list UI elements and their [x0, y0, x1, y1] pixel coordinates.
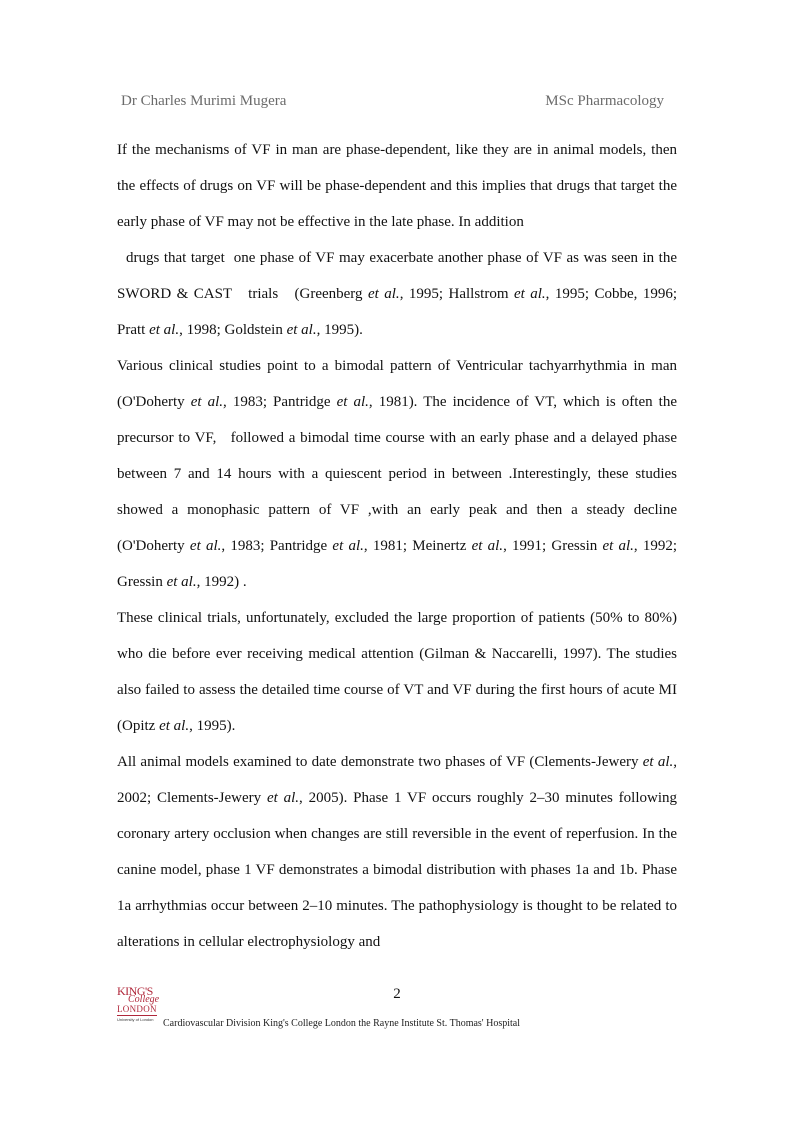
- citation-et-al: et al.: [159, 718, 190, 734]
- paragraph-text: , 1995; Hallstrom: [399, 286, 514, 302]
- paragraph-text: All animal models examined to date demonstrate two phases of VF (Clements-Jewery: [117, 754, 643, 770]
- logo-line-university: University of London: [117, 1017, 154, 1022]
- paragraph-text: , 1995; Cobbe, 1996; Pratt: [117, 286, 681, 338]
- citation-et-al: et al.: [189, 538, 222, 554]
- logo-rule: [117, 1015, 157, 1016]
- logo-line-college: College: [128, 994, 160, 1005]
- paragraph-text: , 1983; Pantridge: [221, 538, 333, 554]
- logo-line-london: LONDON: [117, 1004, 157, 1014]
- paragraph-text: , 2005). Phase 1 VF occurs roughly 2–30 minutes following coronary artery occlusion when changes are still reversible in the event of reperfusion. In the canine model, phase 1 VF demonstrates a bimodal distribution with phases 1a and 1b. Phase 1a arrhythmias occur between 2–10 minutes. The pathophysiology is thought to be related to alterations in cellular electrophysiology and: [117, 790, 681, 950]
- page-number: 2: [393, 986, 401, 1002]
- body-paragraph: [117, 132, 681, 348]
- paragraph-text: drugs that target one phase of VF may exacerbate another phase of VF as was seen in the SWORD & CAST trials (Greenberg: [117, 250, 681, 302]
- paragraph-text: , 1995).: [316, 322, 363, 338]
- body-paragraph: [117, 600, 681, 744]
- citation-et-al: et al.: [332, 538, 364, 554]
- paragraph-text: These clinical trials, unfortunately, excluded the large proportion of patients (50% to 80%) who die before ever receiving medical attention (Gilman & Naccarelli, 1997). The studies also failed to assess the detailed time course of VT and VF during the first hours of acute MI (Opitz: [117, 610, 681, 734]
- page-header: [121, 93, 664, 113]
- document-body: [117, 132, 681, 960]
- citation-et-al: et al.: [166, 574, 197, 590]
- citation-et-al: et al.: [513, 286, 546, 302]
- citation-et-al: et al.: [266, 790, 300, 806]
- paragraph-text: , 1983; Pantridge: [223, 394, 337, 410]
- paragraph-text: , 1981; Meinertz: [363, 538, 472, 554]
- header-course: MSc Pharmacology: [545, 93, 664, 109]
- logo-line-kings: KING'S: [117, 984, 153, 998]
- citation-et-al: et al.: [336, 394, 369, 410]
- citation-et-al: et al.: [602, 538, 634, 554]
- header-author: Dr Charles Murimi Mugera: [121, 93, 287, 109]
- paragraph-text: , 1998; Goldstein: [179, 322, 287, 338]
- body-paragraph: [117, 744, 681, 960]
- paragraph-text: , 1981). The incidence of VT, which is often the precursor to VF, followed a bimodal time course with an early phase and a delayed phase between 7 and 14 hours with a quiescent period in between .Interestingly, these studies showed a monophasic pattern of VF ,with an early peak and then a steady decline (O'Doherty: [117, 394, 681, 554]
- footer-institution: Cardiovascular Division King's College London the Rayne Institute St. Thomas' Hospital: [163, 1018, 520, 1029]
- citation-et-al: et al.: [149, 322, 180, 338]
- citation-et-al: et al.: [286, 322, 317, 338]
- kings-college-logo: [117, 984, 163, 1024]
- paragraph-text: , 1991; Gressin: [503, 538, 603, 554]
- paragraph-text: , 1992; Gressin: [117, 538, 681, 590]
- citation-et-al: et al.: [642, 754, 674, 770]
- paragraph-text: , 1995).: [189, 718, 236, 734]
- citation-et-al: et al.: [471, 538, 504, 554]
- paragraph-text: , 2002; Clements-Jewery: [117, 754, 681, 806]
- paragraph-text: If the mechanisms of VF in man are phase-dependent, like they are in animal models, then the effects of drugs on VF will be phase-dependent and this implies that drugs that target the early phase of VF may not be effective in the late phase. In addition: [117, 142, 681, 230]
- paragraph-text: Various clinical studies point to a bimodal pattern of Ventricular tachyarrhythmia in man (O'Doherty: [117, 358, 681, 410]
- citation-et-al: et al.: [367, 286, 400, 302]
- citation-et-al: et al.: [190, 394, 224, 410]
- paragraph-text: , 1992) .: [196, 574, 247, 590]
- body-paragraph: [117, 348, 681, 600]
